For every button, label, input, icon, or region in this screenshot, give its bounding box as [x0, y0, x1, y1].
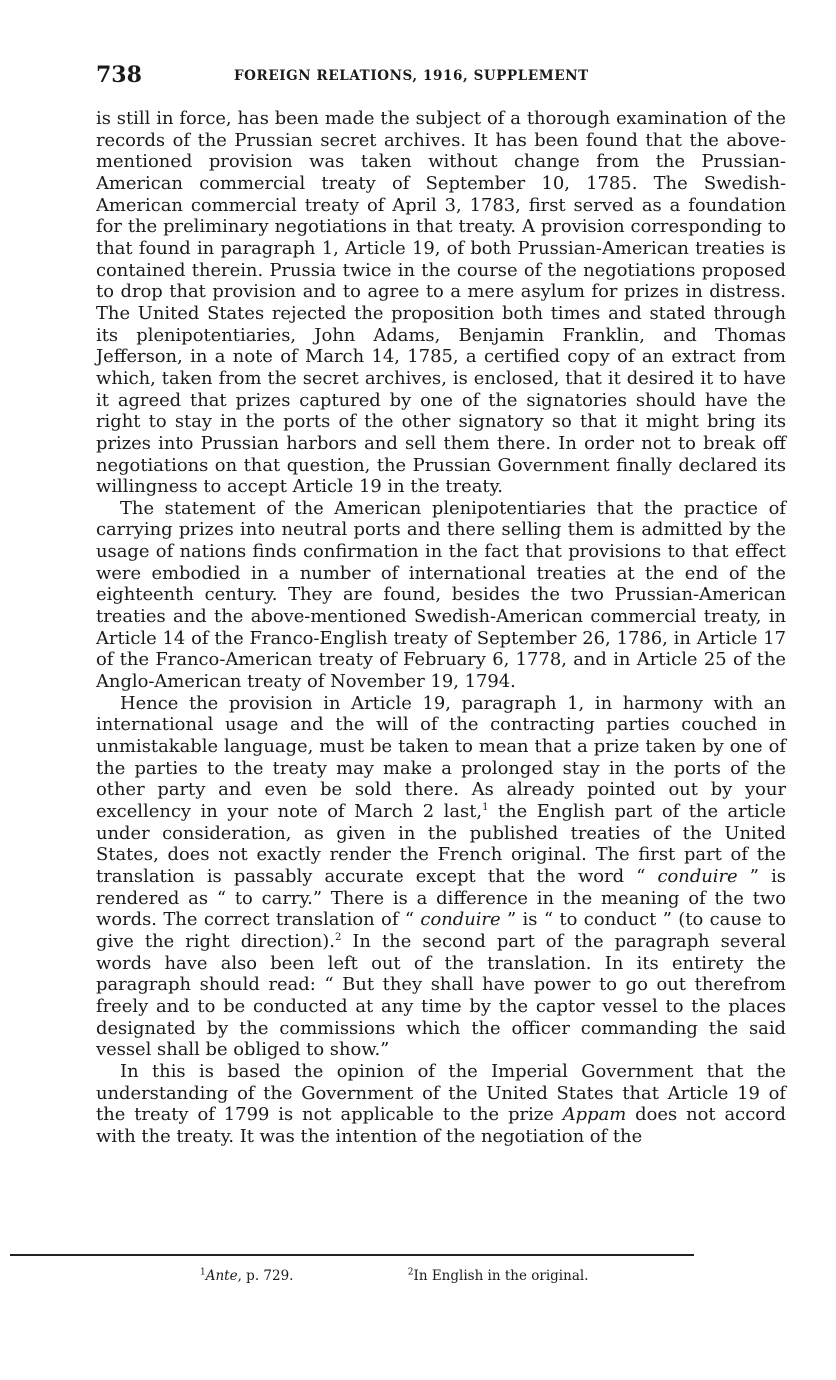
text-segment: The statement of the American plenipotentiaries that the practice of carrying prizes into neutral ports and there selling them is admitted by the usage of nations finds confirmation in the fact that provisions to that effect were embodied in a number of international treaties at the end of the eighteenth century. They are found, besides the two Prussian-American treaties and the above-mentioned Swedish-American commercial treaty, in Article 14 of the Franco-English treaty of September 26, 1786, in Article 17 of the Franco-American treaty of February 6, 1778, and in Article 25 of the Anglo-American treaty of November 19, 1794.: [96, 497, 786, 693]
italic-term: conduire: [420, 909, 501, 931]
document-page: [96, 62, 786, 1148]
page-header: [96, 62, 786, 94]
footnote-1-text: , p. 729.: [237, 1268, 294, 1284]
text-segment: does not accord with the treaty. It was the intention of the negotiation of the: [96, 1104, 786, 1147]
footnotes: [200, 1268, 698, 1284]
text-segment: In this is based the opinion of the Imperial Government that the understanding of the Government of the United States that Article 19 of the treaty of 1799 is not applicable to the prize: [96, 1060, 786, 1126]
footnote-2-marker: 2: [407, 1267, 414, 1278]
paragraph-4: [96, 1061, 786, 1148]
footnote-reference: 1: [482, 802, 489, 814]
text-segment: In the second part of the paragraph several words have also been left out of the translation. In its entirety the paragraph should read: “ But they shall have power to go out therefrom freely and to be conducted at any time by the captor vessel to the places designated by the commissions which the officer commanding the said vessel shall be obliged to show.”: [96, 930, 787, 1061]
footnote-2-text: In English in the original.: [413, 1268, 589, 1284]
paragraph-1: [96, 108, 786, 498]
footnote-reference: 2: [334, 931, 342, 943]
page-number: 738: [96, 62, 142, 88]
footnote-1: [200, 1268, 293, 1284]
text-segment: is still in force, has been made the subject of a thorough examination of the records of the Prussian secret archives. It has been found that the above-mentioned provision was taken without change from the Prussian-American commercial treaty of September 10, 1785. The Swedish-American commercial treaty of April 3, 1783, first served as a foundation for the preliminary negotiations in that treaty. A provision corresponding to that found in paragraph 1, Article 19, of both Prussian-American treaties is contained therein. Prussia twice in the course of the negotiations proposed to drop that provision and to agree to a mere asylum for prizes in distress. The United States rejected the proposition both times and stated through its plenipotentiaries, John Adams, Benjamin Franklin, and Thomas Jefferson, in a note of March 14, 1785, a certified copy of an extract from which, taken from the secret archives, is enclosed, that it desired it to have it agreed that prizes captured by one of the signatories should have the right to stay in the ports of the other signatory so that it might bring its prizes into Prussian harbors and sell them there. In order not to break off negotiations on that question, the Prussian Government finally declared its willingness to accept Article 19 in the treaty.: [96, 108, 786, 498]
footnote-1-marker: 1: [200, 1267, 206, 1278]
text-segment: the English part of the article under consideration, as given in the published treaties of the United States, does not exactly render the French original. The first part of the translation is passably accurate except that the word “: [96, 801, 787, 887]
footnote-2: [408, 1268, 589, 1284]
running-head: FOREIGN RELATIONS, 1916, SUPPLEMENT: [234, 68, 589, 84]
body-text: [96, 108, 786, 1148]
paragraph-2: [96, 498, 786, 693]
footnote-divider: [10, 1254, 694, 1256]
text-segment: ” is rendered as “ to carry.” There is a difference in the meaning of the two words. The correct translation of “: [96, 865, 786, 931]
italic-term: Appam: [562, 1104, 627, 1126]
footnote-1-ref: Ante: [205, 1268, 238, 1284]
text-segment: Hence the provision in Article 19, paragraph 1, in harmony with an international usage and the will of the contracting parties couched in unmistakable language, must be taken to mean that a prize taken by one of the parties to the treaty may make a prolonged stay in the ports of the other party and even be sold there. As already pointed out by your excellency in your note of March 2 last,: [96, 692, 786, 822]
italic-term: conduire: [657, 865, 738, 887]
text-segment: ” is “ to conduct ” (to cause to give the right direction).: [96, 909, 786, 952]
paragraph-3: [96, 693, 786, 1061]
